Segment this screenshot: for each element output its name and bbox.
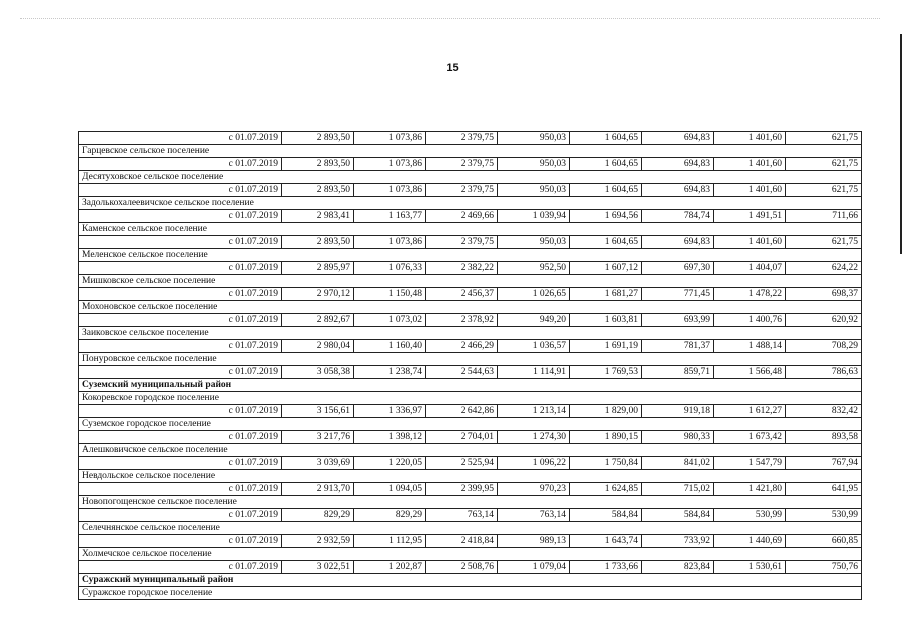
tariff-value: 1 440,69 [714,535,786,548]
settlement-header-row [79,223,862,236]
settlement-name: Меленское сельское поселение [79,249,862,262]
tariff-value: 693,99 [642,314,714,327]
tariff-value: 767,94 [786,457,862,470]
table-row [79,431,862,444]
tariff-value: 919,18 [642,405,714,418]
settlement-name: Новопогощенское сельское поселение [79,496,862,509]
page-number: 15 [446,62,459,74]
table-row [79,158,862,171]
tariff-value: 823,84 [642,561,714,574]
effective-date: с 01.07.2019 [79,457,282,470]
tariff-value: 1 036,57 [498,340,570,353]
tariff-value: 2 932,59 [282,535,354,548]
effective-date: с 01.07.2019 [79,405,282,418]
tariff-value: 1 073,02 [354,314,426,327]
tariff-value: 2 895,97 [282,262,354,275]
tariff-value: 2 893,50 [282,158,354,171]
effective-date: с 01.07.2019 [79,158,282,171]
tariff-value: 859,71 [642,366,714,379]
tariff-value: 2 893,50 [282,184,354,197]
tariff-value: 1 691,19 [570,340,642,353]
tariff-value: 1 163,77 [354,210,426,223]
tariff-value: 1 566,48 [714,366,786,379]
settlement-name: Алешковичское сельское поселение [79,444,862,457]
effective-date: с 01.07.2019 [79,184,282,197]
tariff-value: 2 980,04 [282,340,354,353]
tariff-value: 950,03 [498,236,570,249]
tariff-value: 1 750,84 [570,457,642,470]
tariff-value: 3 217,76 [282,431,354,444]
tariff-value: 970,23 [498,483,570,496]
tariff-value: 1 336,97 [354,405,426,418]
tariff-value: 3 022,51 [282,561,354,574]
tariff-value: 2 378,92 [426,314,498,327]
tariff-value: 1 401,60 [714,184,786,197]
tariff-value: 2 456,37 [426,288,498,301]
tariff-value: 2 544,63 [426,366,498,379]
tariff-value: 2 379,75 [426,132,498,145]
settlement-header-row [79,418,862,431]
tariff-value: 950,03 [498,132,570,145]
tariff-value: 950,03 [498,158,570,171]
tariff-value: 3 058,38 [282,366,354,379]
tariff-value: 694,83 [642,158,714,171]
tariff-value: 786,63 [786,366,862,379]
tariff-value: 1 202,87 [354,561,426,574]
tariff-value: 1 491,51 [714,210,786,223]
tariff-value: 2 418,84 [426,535,498,548]
tariff-value: 1 073,86 [354,132,426,145]
tariff-value: 763,14 [498,509,570,522]
district-header-row [79,379,862,392]
settlement-name: Суражское городское поселение [79,587,862,600]
tariff-value: 781,37 [642,340,714,353]
tariff-value: 1 421,80 [714,483,786,496]
tariff-value: 694,83 [642,132,714,145]
settlement-header-row [79,522,862,535]
tariff-value: 698,37 [786,288,862,301]
tariff-value: 1 604,65 [570,236,642,249]
effective-date: с 01.07.2019 [79,509,282,522]
effective-date: с 01.07.2019 [79,431,282,444]
tariff-value: 1 112,95 [354,535,426,548]
tariff-value: 2 382,22 [426,262,498,275]
tariff-value: 708,29 [786,340,862,353]
tariff-value: 950,03 [498,184,570,197]
tariff-value: 1 478,22 [714,288,786,301]
settlement-name: Гарцевское сельское поселение [79,145,862,158]
settlement-name: Мишковское сельское поселение [79,275,862,288]
tariff-value: 711,66 [786,210,862,223]
tariff-value: 1 160,40 [354,340,426,353]
settlement-name: Заиковское сельское поселение [79,327,862,340]
settlement-name: Кокоревское городское поселение [79,392,862,405]
settlement-name: Суземское городское поселение [79,418,862,431]
tariff-value: 1 401,60 [714,236,786,249]
effective-date: с 01.07.2019 [79,366,282,379]
tariff-value: 1 733,66 [570,561,642,574]
effective-date: с 01.07.2019 [79,210,282,223]
tariff-value: 1 094,05 [354,483,426,496]
tariff-value: 1 213,14 [498,405,570,418]
tariff-value: 1 220,05 [354,457,426,470]
tariff-value: 1 890,15 [570,431,642,444]
effective-date: с 01.07.2019 [79,340,282,353]
settlement-header-row [79,353,862,366]
tariff-value: 750,76 [786,561,862,574]
effective-date: с 01.07.2019 [79,236,282,249]
effective-date: с 01.07.2019 [79,262,282,275]
tariff-value: 1 076,33 [354,262,426,275]
tariff-value: 1 150,48 [354,288,426,301]
settlement-header-row [79,171,862,184]
table-row [79,561,862,574]
tariff-value: 621,75 [786,184,862,197]
tariff-value: 620,92 [786,314,862,327]
table-row [79,457,862,470]
tariff-value: 1 612,27 [714,405,786,418]
effective-date: с 01.07.2019 [79,288,282,301]
settlement-name: Холмечское сельское поселение [79,548,862,561]
tariff-value: 3 039,69 [282,457,354,470]
settlement-header-row [79,301,862,314]
tariff-value: 1 401,60 [714,132,786,145]
tariff-value: 2 379,75 [426,158,498,171]
settlement-header-row [79,275,862,288]
settlement-name: Селечнянское сельское поселение [79,522,862,535]
tariff-value: 715,02 [642,483,714,496]
district-name: Суражский муниципальный район [79,574,862,587]
tariff-value: 530,99 [714,509,786,522]
tariff-value: 980,33 [642,431,714,444]
tariff-value: 2 508,76 [426,561,498,574]
tariff-value: 2 642,86 [426,405,498,418]
tariff-value: 624,22 [786,262,862,275]
tariff-value: 2 469,66 [426,210,498,223]
tariff-value: 2 983,41 [282,210,354,223]
table-row [79,262,862,275]
settlement-name: Десятуховское сельское поселение [79,171,862,184]
settlement-name: Каменское сельское поселение [79,223,862,236]
tariff-value: 733,92 [642,535,714,548]
table-row [79,535,862,548]
table-row [79,236,862,249]
tariff-value: 832,42 [786,405,862,418]
table-row [79,366,862,379]
tariff-value: 2 379,75 [426,236,498,249]
tariff-value: 1 238,74 [354,366,426,379]
tariff-value: 1 829,00 [570,405,642,418]
tariff-value: 1 604,65 [570,184,642,197]
tariff-value: 1 603,81 [570,314,642,327]
settlement-header-row [79,496,862,509]
effective-date: с 01.07.2019 [79,314,282,327]
tariff-value: 1 607,12 [570,262,642,275]
settlement-header-row [79,145,862,158]
settlement-header-row [79,197,862,210]
settlement-name: Невдольское сельское поселение [79,470,862,483]
tariff-value: 2 970,12 [282,288,354,301]
tariff-value: 771,45 [642,288,714,301]
tariff-value: 1 079,04 [498,561,570,574]
tariff-value: 1 547,79 [714,457,786,470]
tariff-value: 2 892,67 [282,314,354,327]
table-row [79,210,862,223]
district-header-row [79,574,862,587]
tariff-value: 829,29 [354,509,426,522]
tariff-value: 1 026,65 [498,288,570,301]
settlement-name: Мохоновское сельское поселение [79,301,862,314]
settlement-name: Задолькохалеевичское сельское поселение [79,197,862,210]
table-row [79,288,862,301]
effective-date: с 01.07.2019 [79,132,282,145]
tariff-value: 2 379,75 [426,184,498,197]
tariff-value: 3 156,61 [282,405,354,418]
settlement-header-row [79,470,862,483]
tariff-value: 584,84 [570,509,642,522]
effective-date: с 01.07.2019 [79,561,282,574]
tariff-value: 949,20 [498,314,570,327]
tariff-value: 829,29 [282,509,354,522]
tariff-value: 1 624,85 [570,483,642,496]
table-row [79,184,862,197]
tariff-value: 2 893,50 [282,236,354,249]
tariff-value: 1 643,74 [570,535,642,548]
tariff-value: 952,50 [498,262,570,275]
tariff-value: 1 401,60 [714,158,786,171]
tariff-value: 1 114,91 [498,366,570,379]
scan-artifact-line [20,18,880,20]
tariff-value: 2 893,50 [282,132,354,145]
tariff-value: 1 073,86 [354,236,426,249]
tariff-value: 1 530,61 [714,561,786,574]
tariff-value: 621,75 [786,158,862,171]
tariff-value: 1 681,27 [570,288,642,301]
tariff-value: 763,14 [426,509,498,522]
settlement-header-row [79,327,862,340]
table-row [79,483,862,496]
tariff-value: 530,99 [786,509,862,522]
tariff-value: 2 913,70 [282,483,354,496]
tariff-value: 1 039,94 [498,210,570,223]
tariff-value: 1 096,22 [498,457,570,470]
tariff-value: 2 704,01 [426,431,498,444]
table-row [79,340,862,353]
table-row [79,509,862,522]
table-row [79,405,862,418]
district-name: Суземский муниципальный район [79,379,862,392]
tariff-value: 784,74 [642,210,714,223]
tariff-value: 1 274,30 [498,431,570,444]
settlement-header-row [79,587,862,600]
settlement-header-row [79,444,862,457]
tariff-value: 1 400,76 [714,314,786,327]
tariff-value: 1 398,12 [354,431,426,444]
tariff-value: 584,84 [642,509,714,522]
tariff-value: 1 769,53 [570,366,642,379]
tariff-value: 893,58 [786,431,862,444]
tariff-value: 1 073,86 [354,184,426,197]
tariff-value: 694,83 [642,184,714,197]
settlement-header-row [79,392,862,405]
settlement-name: Понуровское сельское поселение [79,353,862,366]
tariff-value: 2 399,95 [426,483,498,496]
tariff-value: 1 604,65 [570,132,642,145]
table-row [79,314,862,327]
tariff-value: 1 404,07 [714,262,786,275]
tariff-value: 694,83 [642,236,714,249]
tariff-value: 1 673,42 [714,431,786,444]
effective-date: с 01.07.2019 [79,535,282,548]
tariff-value: 697,30 [642,262,714,275]
tariff-value: 1 604,65 [570,158,642,171]
table-row [79,132,862,145]
tariff-value: 841,02 [642,457,714,470]
tariff-value: 1 073,86 [354,158,426,171]
tariff-table [78,131,862,600]
tariff-value: 989,13 [498,535,570,548]
tariff-value: 1 488,14 [714,340,786,353]
effective-date: с 01.07.2019 [79,483,282,496]
tariff-value: 641,95 [786,483,862,496]
settlement-header-row [79,249,862,262]
tariff-value: 621,75 [786,236,862,249]
tariff-value: 2 466,29 [426,340,498,353]
tariff-value: 2 525,94 [426,457,498,470]
settlement-header-row [79,548,862,561]
tariff-value: 1 694,56 [570,210,642,223]
tariff-value: 621,75 [786,132,862,145]
tariff-value: 660,85 [786,535,862,548]
